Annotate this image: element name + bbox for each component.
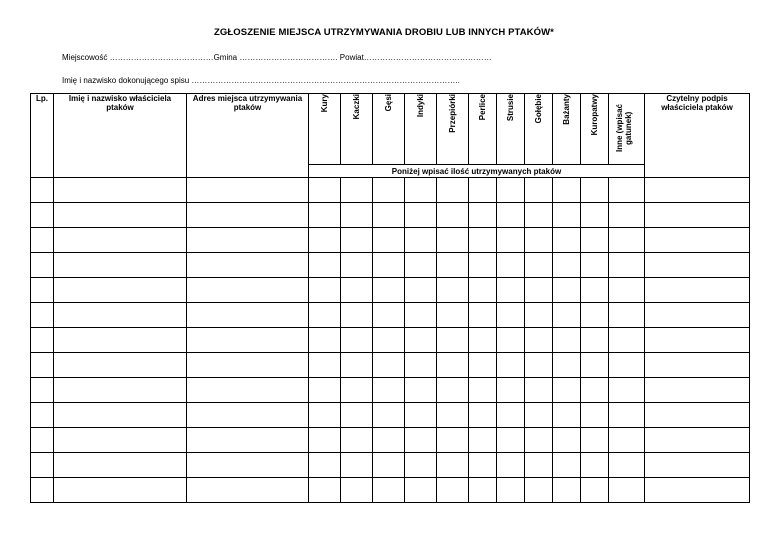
table-cell[interactable] — [525, 278, 553, 303]
table-cell[interactable] — [645, 378, 750, 403]
table-cell[interactable] — [309, 378, 341, 403]
table-cell[interactable] — [405, 328, 437, 353]
table-row — [31, 353, 750, 378]
table-cell[interactable] — [497, 453, 525, 478]
table-cell[interactable] — [437, 478, 469, 503]
table-cell[interactable] — [497, 278, 525, 303]
table-cell[interactable] — [553, 478, 581, 503]
table-cell[interactable] — [309, 203, 341, 228]
table-cell[interactable] — [437, 428, 469, 453]
table-cell[interactable] — [54, 228, 187, 253]
table-cell[interactable] — [645, 428, 750, 453]
table-row — [31, 478, 750, 503]
table-cell[interactable] — [405, 478, 437, 503]
table-cell[interactable] — [437, 303, 469, 328]
table-cell[interactable] — [31, 328, 54, 353]
location-line: Miejscowość …………………………………Gmina ………………………………. Powiat………………………………………… — [62, 53, 492, 62]
table-cell[interactable] — [187, 278, 309, 303]
col-header-signature: Czytelny podpis właściciela ptaków — [645, 94, 750, 178]
table-cell[interactable] — [553, 228, 581, 253]
table-cell[interactable] — [31, 203, 54, 228]
table-row — [31, 303, 750, 328]
table-row — [31, 453, 750, 478]
table-cell[interactable] — [54, 403, 187, 428]
table-cell[interactable] — [609, 228, 645, 253]
table-cell[interactable] — [373, 228, 405, 253]
table-cell[interactable] — [31, 478, 54, 503]
table-cell[interactable] — [645, 228, 750, 253]
col-header-bird — [437, 94, 469, 165]
bird-label: Kury — [319, 94, 329, 113]
table-cell[interactable] — [497, 228, 525, 253]
table-cell[interactable] — [609, 253, 645, 278]
table-cell[interactable] — [469, 178, 497, 203]
table-cell[interactable] — [187, 228, 309, 253]
table-cell[interactable] — [31, 428, 54, 453]
table-cell[interactable] — [525, 403, 553, 428]
table-cell[interactable] — [54, 253, 187, 278]
table-row — [31, 378, 750, 403]
table-row — [31, 328, 750, 353]
table-row — [31, 178, 750, 203]
table-cell[interactable] — [309, 328, 341, 353]
table-cell[interactable] — [31, 278, 54, 303]
table-cell[interactable] — [609, 203, 645, 228]
table-cell[interactable] — [645, 278, 750, 303]
table-cell[interactable] — [373, 478, 405, 503]
col-header-bird — [497, 94, 525, 165]
table-cell[interactable] — [553, 178, 581, 203]
table-cell[interactable] — [525, 253, 553, 278]
table-cell[interactable] — [405, 378, 437, 403]
table-cell[interactable] — [309, 278, 341, 303]
table-cell[interactable] — [309, 428, 341, 453]
table-cell[interactable] — [609, 403, 645, 428]
table-cell[interactable] — [187, 478, 309, 503]
table-cell[interactable] — [497, 478, 525, 503]
table-row — [31, 203, 750, 228]
table-cell[interactable] — [497, 203, 525, 228]
table-cell[interactable] — [609, 278, 645, 303]
table-cell[interactable] — [469, 278, 497, 303]
table-cell[interactable] — [525, 228, 553, 253]
table-cell[interactable] — [187, 178, 309, 203]
table-cell[interactable] — [309, 453, 341, 478]
table-cell[interactable] — [581, 378, 609, 403]
table-cell[interactable] — [373, 303, 405, 328]
table-cell[interactable] — [525, 428, 553, 453]
table-cell[interactable] — [405, 453, 437, 478]
table-cell[interactable] — [373, 378, 405, 403]
table-cell[interactable] — [405, 178, 437, 203]
bird-census-table — [30, 93, 750, 503]
table-cell[interactable] — [469, 203, 497, 228]
table-cell[interactable] — [31, 303, 54, 328]
count-instruction: Poniżej wpisać ilość utrzymywanych ptaków — [309, 165, 645, 178]
table-cell[interactable] — [405, 278, 437, 303]
inspector-line: Imię i nazwisko dokonującego spisu ……………………………………………………………………………………….. — [62, 76, 460, 85]
table-cell[interactable] — [469, 403, 497, 428]
table-cell[interactable] — [645, 203, 750, 228]
table-cell[interactable] — [553, 378, 581, 403]
table-cell[interactable] — [497, 378, 525, 403]
bird-label: Indyki — [415, 94, 425, 118]
table-cell[interactable] — [341, 403, 373, 428]
table-cell[interactable] — [341, 328, 373, 353]
table-cell[interactable] — [309, 228, 341, 253]
table-cell[interactable] — [437, 328, 469, 353]
table-cell[interactable] — [581, 278, 609, 303]
form-title: ZGŁOSZENIE MIEJSCA UTRZYMYWANIA DROBIU LUB INNYCH PTAKÓW* — [214, 27, 554, 38]
table-cell[interactable] — [309, 178, 341, 203]
table-cell[interactable] — [341, 278, 373, 303]
table-row — [31, 253, 750, 278]
table-cell[interactable] — [54, 453, 187, 478]
table-cell[interactable] — [645, 353, 750, 378]
bird-label: Kaczki — [351, 94, 361, 120]
table-cell[interactable] — [373, 403, 405, 428]
table-cell[interactable] — [31, 378, 54, 403]
table-cell[interactable] — [553, 278, 581, 303]
col-header-bird — [581, 94, 609, 165]
table-cell[interactable] — [609, 478, 645, 503]
col-header-bird — [525, 94, 553, 165]
table-cell[interactable] — [341, 303, 373, 328]
table-cell[interactable] — [469, 353, 497, 378]
table-cell[interactable] — [309, 303, 341, 328]
table-cell[interactable] — [341, 378, 373, 403]
table-cell[interactable] — [341, 228, 373, 253]
bird-label: Perlice — [477, 94, 487, 121]
table-cell[interactable] — [437, 403, 469, 428]
table-cell[interactable] — [581, 478, 609, 503]
table-cell[interactable] — [437, 453, 469, 478]
table-cell[interactable] — [609, 428, 645, 453]
table-cell[interactable] — [437, 378, 469, 403]
bird-label: Bażanty — [561, 94, 571, 125]
table-cell[interactable] — [31, 178, 54, 203]
table-cell[interactable] — [54, 428, 187, 453]
table-cell[interactable] — [469, 328, 497, 353]
table-cell[interactable] — [609, 328, 645, 353]
table-cell[interactable] — [405, 403, 437, 428]
table-cell[interactable] — [497, 253, 525, 278]
table-cell[interactable] — [497, 178, 525, 203]
table-cell[interactable] — [437, 228, 469, 253]
table-cell[interactable] — [645, 303, 750, 328]
table-cell[interactable] — [31, 253, 54, 278]
table-cell[interactable] — [187, 353, 309, 378]
bird-label: Kuropatwy — [589, 94, 599, 136]
table-cell[interactable] — [187, 203, 309, 228]
col-header-bird — [373, 94, 405, 165]
table-cell[interactable] — [405, 228, 437, 253]
table-cell[interactable] — [54, 378, 187, 403]
table-cell[interactable] — [373, 253, 405, 278]
table-cell[interactable] — [341, 428, 373, 453]
table-cell[interactable] — [405, 353, 437, 378]
table-cell[interactable] — [437, 353, 469, 378]
table-cell[interactable] — [609, 303, 645, 328]
table-cell[interactable] — [581, 178, 609, 203]
table-cell[interactable] — [373, 278, 405, 303]
table-cell[interactable] — [609, 453, 645, 478]
table-cell[interactable] — [525, 378, 553, 403]
table-cell[interactable] — [609, 378, 645, 403]
table-cell[interactable] — [497, 328, 525, 353]
table-cell[interactable] — [187, 428, 309, 453]
table-cell[interactable] — [581, 253, 609, 278]
table-cell[interactable] — [525, 478, 553, 503]
table-cell[interactable] — [405, 303, 437, 328]
table-cell[interactable] — [581, 453, 609, 478]
table-cell[interactable] — [553, 453, 581, 478]
table-cell[interactable] — [525, 353, 553, 378]
table-cell[interactable] — [437, 203, 469, 228]
table-cell[interactable] — [497, 353, 525, 378]
table-cell[interactable] — [341, 253, 373, 278]
table-cell[interactable] — [645, 178, 750, 203]
table-cell[interactable] — [581, 228, 609, 253]
table-cell[interactable] — [469, 478, 497, 503]
table-cell[interactable] — [581, 328, 609, 353]
col-header-bird — [469, 94, 497, 165]
table-cell[interactable] — [373, 453, 405, 478]
table-cell[interactable] — [341, 353, 373, 378]
table-cell[interactable] — [187, 328, 309, 353]
table-cell[interactable] — [54, 303, 187, 328]
table-cell[interactable] — [469, 378, 497, 403]
table-cell[interactable] — [497, 303, 525, 328]
table-cell[interactable] — [54, 328, 187, 353]
table-cell[interactable] — [609, 178, 645, 203]
table-cell[interactable] — [341, 453, 373, 478]
table-row — [31, 403, 750, 428]
table-cell[interactable] — [645, 253, 750, 278]
table-cell[interactable] — [645, 478, 750, 503]
col-header-bird — [405, 94, 437, 165]
table-cell[interactable] — [187, 403, 309, 428]
table-cell[interactable] — [645, 328, 750, 353]
col-header-bird — [553, 94, 581, 165]
table-cell[interactable] — [405, 428, 437, 453]
table-cell[interactable] — [609, 353, 645, 378]
bird-label: Strusie — [505, 94, 515, 122]
table-cell[interactable] — [341, 203, 373, 228]
table-cell[interactable] — [437, 253, 469, 278]
table-cell[interactable] — [553, 253, 581, 278]
table-cell[interactable] — [187, 453, 309, 478]
table-cell[interactable] — [54, 278, 187, 303]
col-header-lp: Lp. — [31, 94, 54, 178]
table-cell[interactable] — [645, 453, 750, 478]
table-cell[interactable] — [373, 203, 405, 228]
col-header-bird — [341, 94, 373, 165]
table-cell[interactable] — [437, 278, 469, 303]
table-row — [31, 428, 750, 453]
table-cell[interactable] — [553, 403, 581, 428]
table-cell[interactable] — [373, 178, 405, 203]
table-cell[interactable] — [581, 303, 609, 328]
table-body — [31, 178, 750, 503]
table-cell[interactable] — [525, 178, 553, 203]
table-cell[interactable] — [525, 203, 553, 228]
table-cell[interactable] — [54, 178, 187, 203]
table-cell[interactable] — [31, 353, 54, 378]
table-cell[interactable] — [469, 428, 497, 453]
bird-label: Gołębie — [533, 94, 543, 124]
table-cell[interactable] — [187, 303, 309, 328]
table-cell[interactable] — [405, 203, 437, 228]
table-cell[interactable] — [437, 178, 469, 203]
col-header-bird-other — [609, 94, 645, 165]
table-cell[interactable] — [553, 303, 581, 328]
table-cell[interactable] — [497, 403, 525, 428]
table-cell[interactable] — [373, 428, 405, 453]
table-cell[interactable] — [54, 478, 187, 503]
table-row — [31, 228, 750, 253]
table-cell[interactable] — [525, 328, 553, 353]
table-cell[interactable] — [187, 378, 309, 403]
table-cell[interactable] — [581, 403, 609, 428]
table-cell[interactable] — [309, 403, 341, 428]
table-cell[interactable] — [31, 453, 54, 478]
bird-label: Inne (wpisać gatunek) — [614, 104, 633, 153]
table-cell[interactable] — [581, 353, 609, 378]
table-cell[interactable] — [581, 428, 609, 453]
col-header-owner-name: Imię i nazwisko właściciela ptaków — [54, 94, 187, 178]
table-cell[interactable] — [341, 478, 373, 503]
table-cell[interactable] — [405, 253, 437, 278]
table-cell[interactable] — [581, 203, 609, 228]
table-cell[interactable] — [469, 228, 497, 253]
table-cell[interactable] — [54, 353, 187, 378]
table-cell[interactable] — [469, 303, 497, 328]
table-cell[interactable] — [469, 253, 497, 278]
col-header-bird — [309, 94, 341, 165]
table-cell[interactable] — [373, 353, 405, 378]
table-cell[interactable] — [309, 353, 341, 378]
bird-label: Przepiórki — [447, 94, 457, 133]
table-cell[interactable] — [309, 478, 341, 503]
table-cell[interactable] — [309, 253, 341, 278]
table-cell[interactable] — [525, 303, 553, 328]
table-cell[interactable] — [54, 203, 187, 228]
table-cell[interactable] — [553, 203, 581, 228]
table-cell[interactable] — [31, 403, 54, 428]
table-cell[interactable] — [187, 253, 309, 278]
table-row — [31, 278, 750, 303]
col-header-address: Adres miejsca utrzymywania ptaków — [187, 94, 309, 178]
table-cell[interactable] — [341, 178, 373, 203]
bird-label: Gęsi — [383, 94, 393, 112]
table-cell[interactable] — [553, 328, 581, 353]
table-cell[interactable] — [469, 453, 497, 478]
table-cell[interactable] — [553, 428, 581, 453]
table-cell[interactable] — [553, 353, 581, 378]
table-cell[interactable] — [525, 453, 553, 478]
table-cell[interactable] — [373, 328, 405, 353]
table-cell[interactable] — [31, 228, 54, 253]
table-cell[interactable] — [497, 428, 525, 453]
table-cell[interactable] — [645, 403, 750, 428]
